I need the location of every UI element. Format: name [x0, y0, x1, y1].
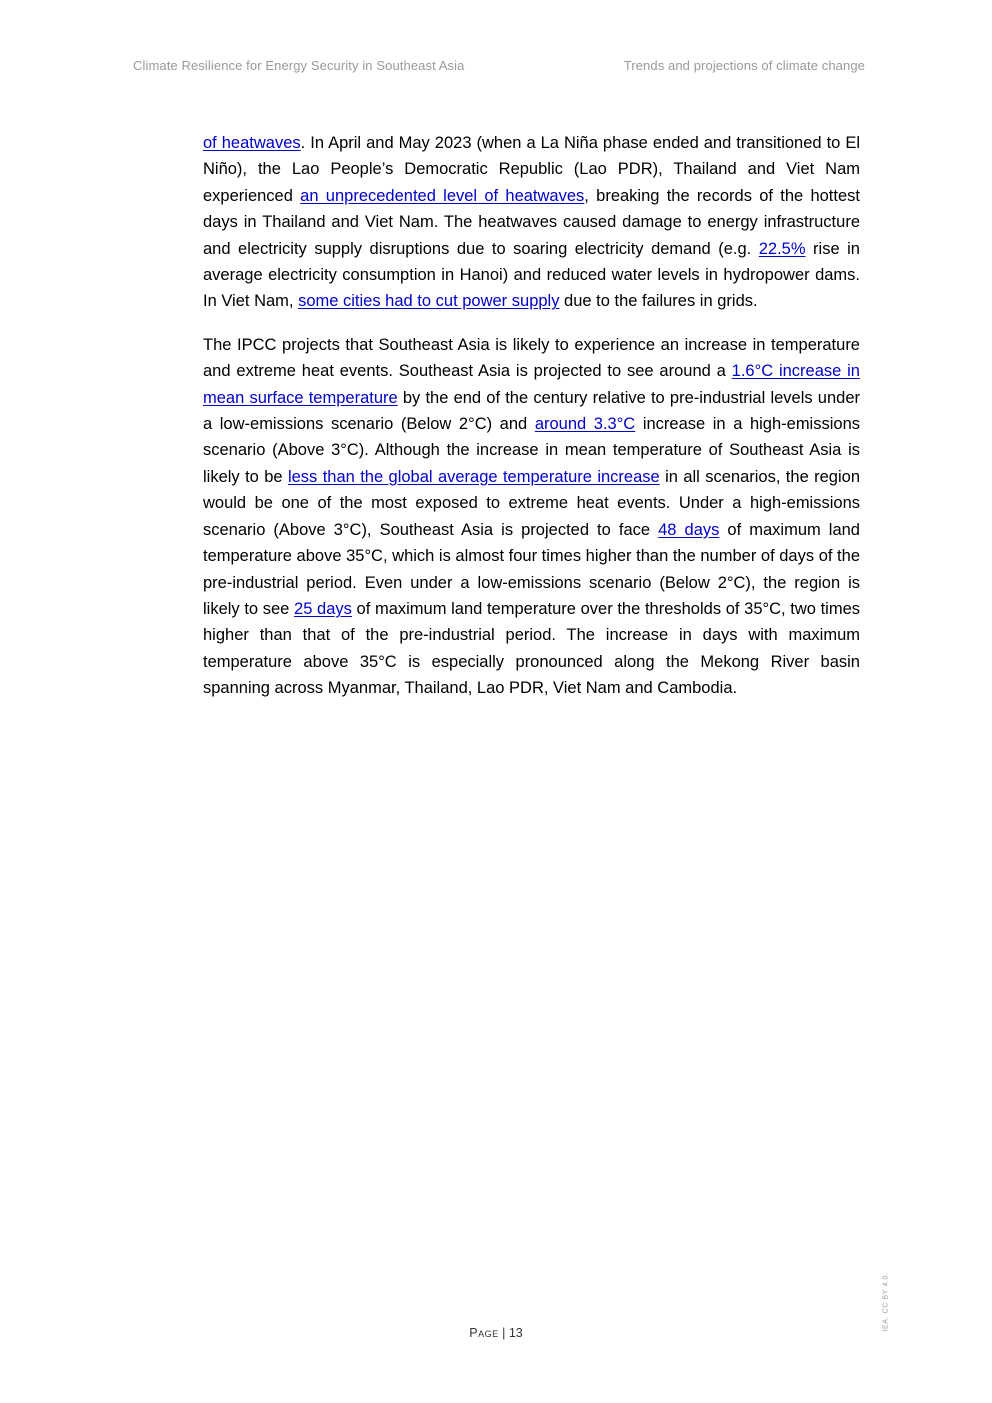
link-unprecedented-heatwaves[interactable]: an unprecedented level of heatwaves [300, 186, 585, 205]
page-number [0, 1326, 992, 1340]
link-of-heatwaves[interactable]: of heatwaves [203, 134, 301, 152]
paragraph-text: increase in a high-emissions scenario (Above 3°C). Although the increase in mean temperature of Southeast Asia is likely to be [203, 415, 860, 486]
body-text [203, 130, 860, 719]
link-25-days[interactable]: 25 days [294, 599, 352, 618]
link-less-than-global-average[interactable]: less than the global average temperature increase [287, 467, 660, 486]
paragraph-text: due to the failures in grids. [559, 292, 758, 311]
link-cut-power-supply[interactable]: some cities had to cut power supply [298, 292, 560, 311]
page-separator: | [498, 1326, 509, 1340]
running-header [133, 58, 865, 73]
paragraph-text: , breaking the records of the hottest days in Thailand and Viet Nam. The heatwaves caused damage to energy infrastructure and electricity supply disruptions due to soaring electricity demand (e.g. [203, 186, 860, 258]
license-notice: IEA. CC BY 4.0. [882, 1272, 890, 1332]
link-48-days[interactable]: 48 days [658, 520, 720, 539]
paragraph-text: in all scenarios, the region would be one of the most exposed to extreme heat events. Under a high-emissions scenario (Above 3°C), Southeast Asia is projected to face [203, 467, 861, 539]
link-around-3-3c[interactable]: around 3.3°C [534, 415, 636, 434]
paragraph-text: . In April and May 2023 (when a La Niña phase ended and transitioned to El Niño), the Lao People’s Democratic Republic (Lao PDR), Thailand and Viet Nam experienced [203, 134, 861, 205]
paragraph-text: The IPCC projects that Southeast Asia is likely to experience an increase in temperature and extreme heat events. Southeast Asia is projected to see around a [203, 335, 860, 381]
paragraph-ipcc-projections [203, 332, 860, 702]
link-22-5-percent[interactable]: 22.5% [758, 239, 806, 258]
link-1-6c-increase[interactable]: 1.6°C increase in mean surface temperature [203, 362, 860, 407]
paragraph-text: rise in average electricity consumption in Hanoi) and reduced water levels in hydropower dams. In Viet Nam, [203, 239, 860, 311]
paragraph-text: of maximum land temperature over the thresholds of 35°C, two times higher than that of the pre-industrial period. The increase in days with maximum temperature above 35°C is especially pronounced along the Mekong River basin spanning across Myanmar, Thailand, Lao PDR, Viet Nam and Cambodia. [203, 599, 860, 698]
header-section-title: Trends and projections of climate change [623, 58, 865, 73]
paragraph-text: by the end of the century relative to pre-industrial levels under a low-emissions scenario (Below 2°C) and [203, 388, 861, 434]
page-label: Page [469, 1326, 499, 1340]
paragraph-text: of maximum land temperature above 35°C, which is almost four times higher than the number of days of the pre-industrial period. Even under a low-emissions scenario (Below 2°C), the region is likely to see [203, 520, 860, 618]
paragraph-heatwaves-2023 [203, 130, 860, 315]
page-number-value: 13 [508, 1326, 523, 1340]
header-report-title: Climate Resilience for Energy Security in Southeast Asia [133, 58, 465, 73]
